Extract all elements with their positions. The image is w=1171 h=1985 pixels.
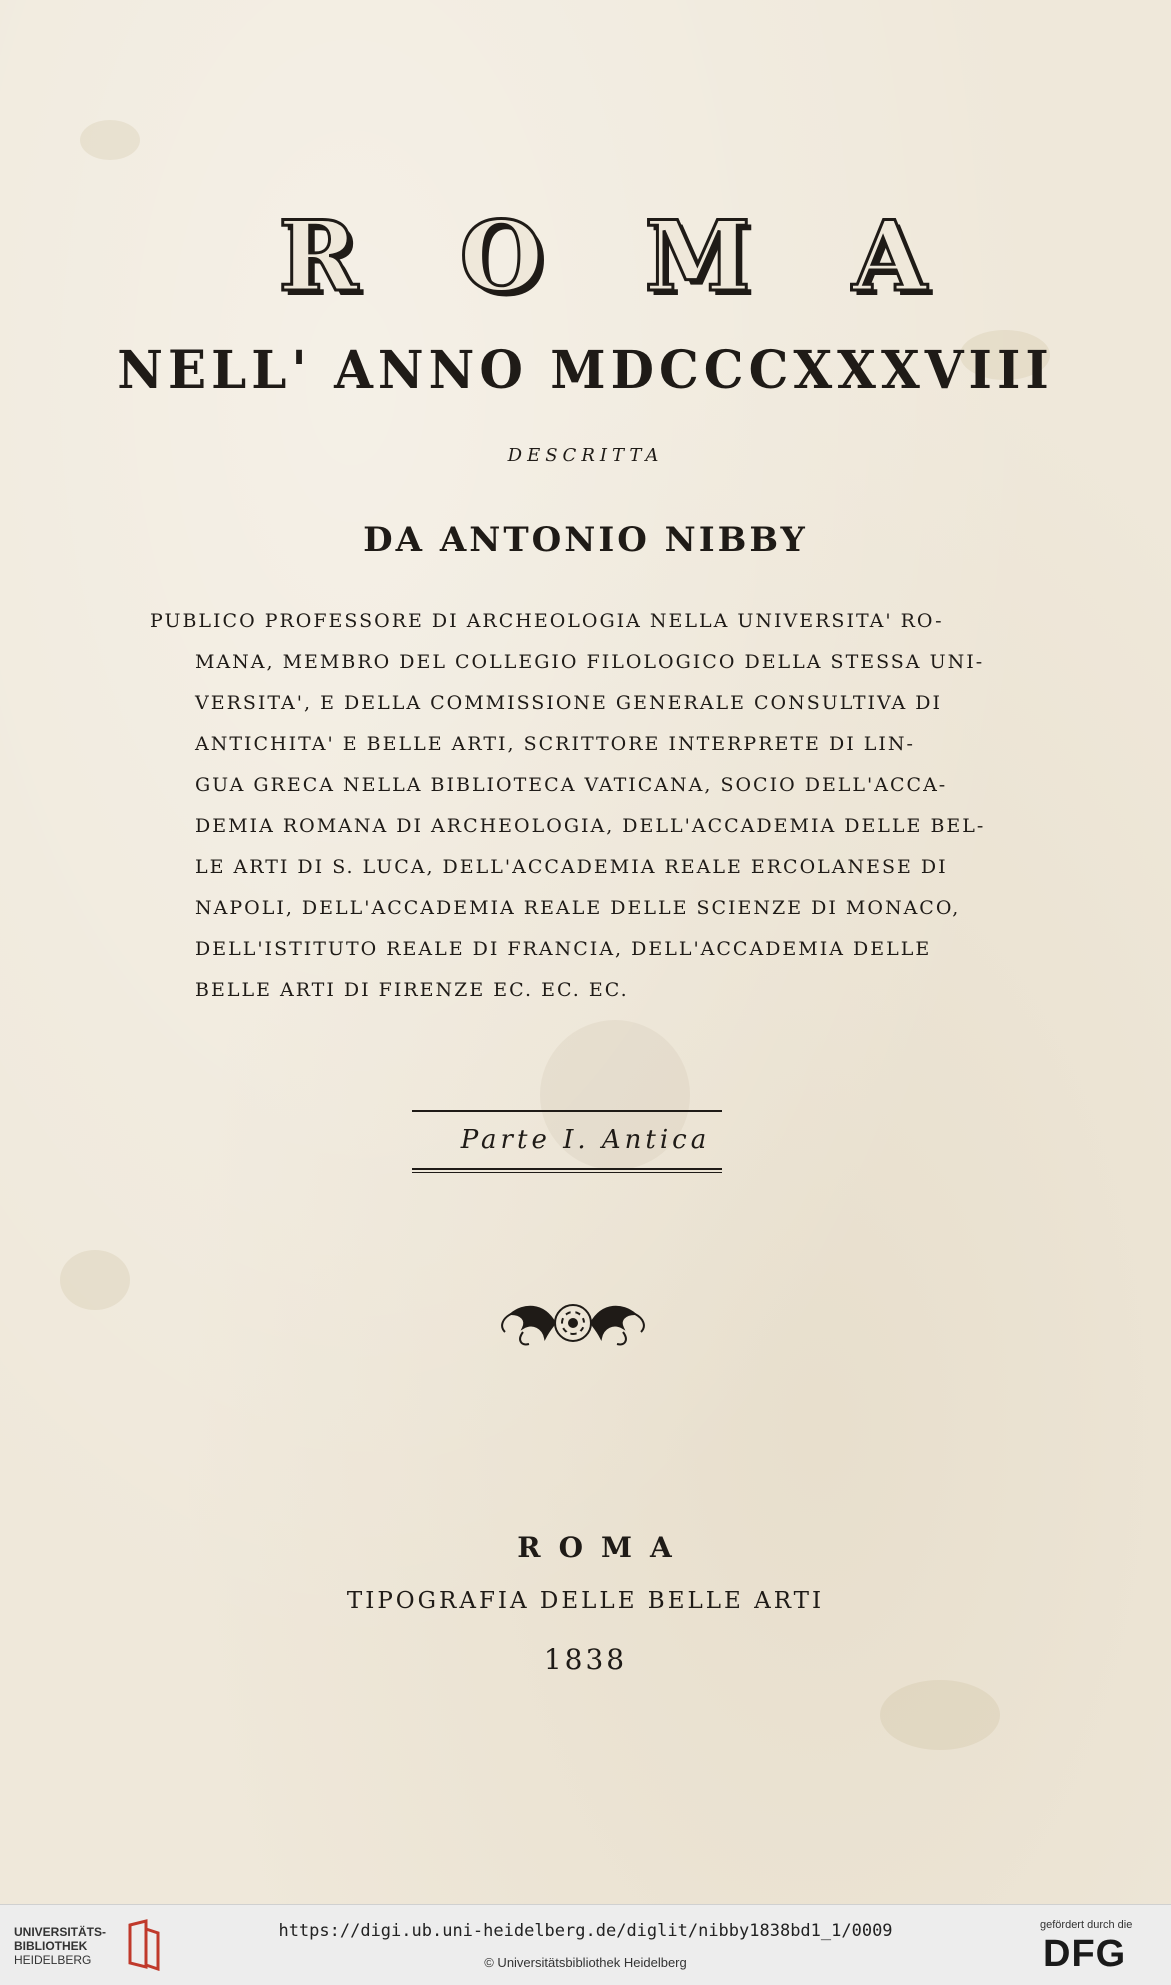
library-name-line1: UNIVERSITÄTS- <box>14 1925 107 1939</box>
copyright-notice: © Universitätsbibliothek Heidelberg <box>484 1955 687 1970</box>
described-label: DESCRITTA <box>507 445 664 466</box>
imprint-press: TIPOGRAFIA DELLE BELLE ARTI <box>346 1588 825 1614</box>
credentials-line: ANTICHITA' E BELLE ARTI, SCRITTORE INTERPRETE DI LIN- <box>195 733 915 755</box>
credentials-line: BELLE ARTI DI FIRENZE EC. EC. EC. <box>195 979 629 1001</box>
divider-top <box>412 1110 722 1112</box>
paper-stain <box>880 1680 1000 1750</box>
permalink-url[interactable]: https://digi.ub.uni-heidelberg.de/diglit/nibby1838bd1_1/0009 <box>278 1921 893 1941</box>
credentials-line: DEMIA ROMANA DI ARCHEOLOGIA, DELL'ACCADEMIA DELLE BEL- <box>195 815 986 837</box>
subtitle: NELL' ANNO MDCCCXXXVIII <box>117 338 1054 401</box>
credentials-line: PUBLICO PROFESSORE DI ARCHEOLOGIA NELLA UNIVERSITA' RO- <box>150 610 944 632</box>
divider-bottom <box>412 1168 722 1170</box>
dfg-logo[interactable]: DFG <box>1043 1933 1127 1975</box>
paper-stain <box>80 120 140 160</box>
credentials-line: GUA GRECA NELLA BIBLIOTECA VATICANA, SOCIO DELL'ACCA- <box>195 774 948 796</box>
imprint-city: ROMA <box>517 1531 690 1564</box>
library-name-line2: BIBLIOTHEK <box>14 1939 88 1953</box>
funding-note: gefördert durch die <box>1040 1919 1133 1931</box>
imprint-year: 1838 <box>543 1643 628 1676</box>
part-heading: Parte I. Antica <box>460 1125 711 1155</box>
paper-stain <box>60 1250 130 1310</box>
credentials-line: DELL'ISTITUTO REALE DI FRANCIA, DELL'ACCADEMIA DELLE <box>195 938 932 960</box>
credentials-line: VERSITA', E DELLA COMMISSIONE GENERALE CONSULTIVA DI <box>195 692 942 714</box>
viewer-footer <box>0 1904 1171 1985</box>
library-name-line3: HEIDELBERG <box>14 1953 92 1967</box>
title: R O M A <box>278 200 961 313</box>
divider-bottom-thin <box>412 1172 722 1173</box>
credentials-line: MANA, MEMBRO DEL COLLEGIO FILOLOGICO DELLA STESSA UNI- <box>195 651 985 673</box>
author: DA ANTONIO NIBBY <box>363 520 808 560</box>
credentials-line: NAPOLI, DELL'ACCADEMIA REALE DELLE SCIENZE DI MONACO, <box>195 897 961 919</box>
credentials-line: LE ARTI DI S. LUCA, DELL'ACCADEMIA REALE ERCOLANESE DI <box>195 856 948 878</box>
rosette-ornament-icon <box>493 1292 653 1354</box>
